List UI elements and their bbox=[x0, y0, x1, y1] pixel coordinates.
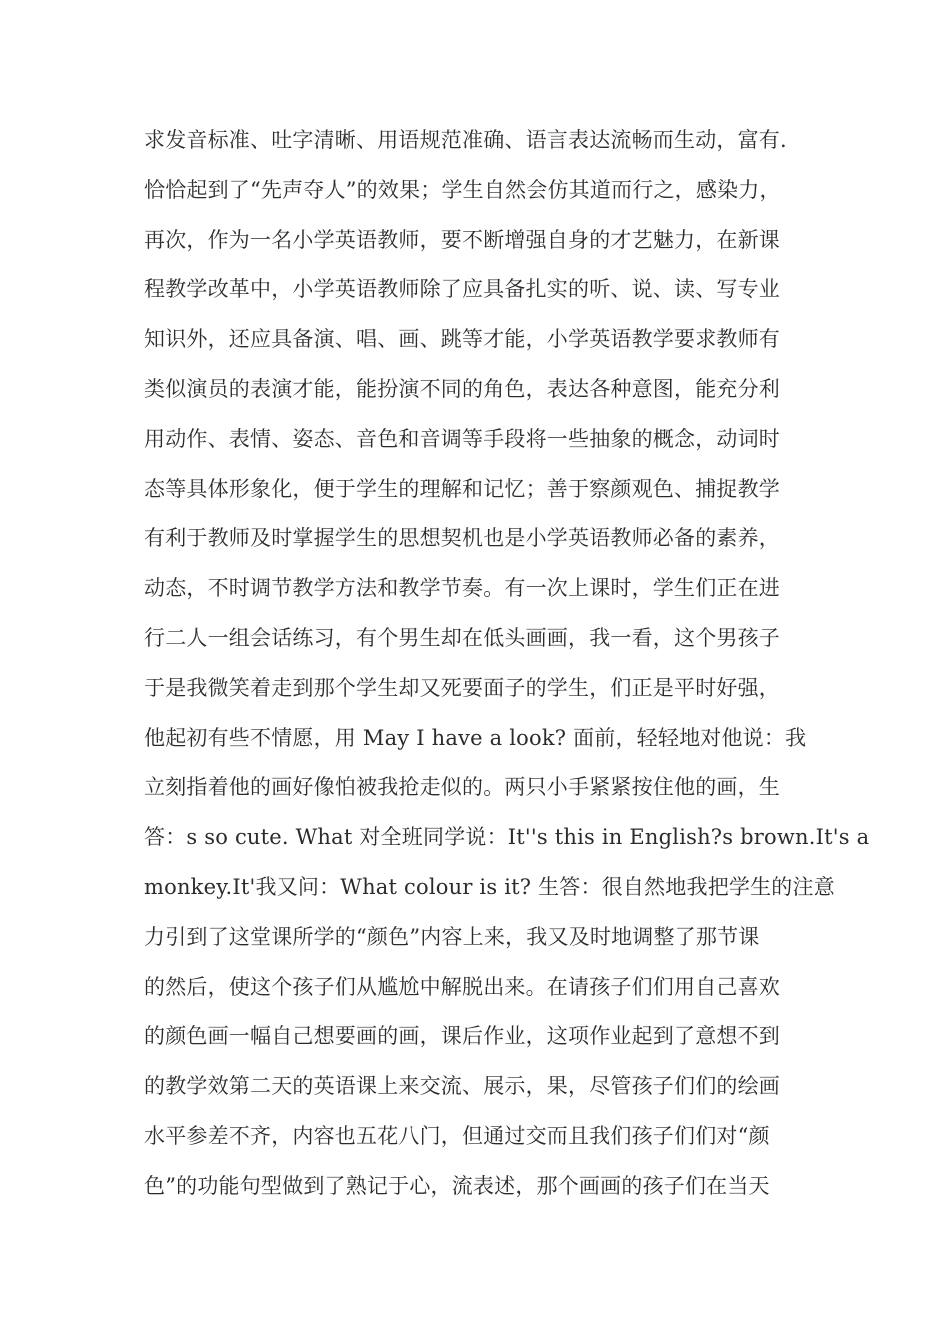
text-line-2: 恰恰起到了“先声夺人”的效果；学生自然会仿其道而行之，感染力， bbox=[144, 177, 781, 202]
text-line-6: 类似演员的表演才能，能扮演不同的角色，表达各种意图，能充分利 bbox=[144, 376, 780, 401]
text-line-14: 立刻指着他的画好像怕被我抢走似的。两只小手紧紧按住他的画，生 bbox=[144, 775, 780, 800]
text-line-3: 再次，作为一名小学英语教师，要不断增强自身的才艺魅力，在新课 bbox=[144, 227, 780, 252]
text-line-11: 行二人一组会话练习，有个男生却在低头画画，我一看，这个男孩子 bbox=[144, 625, 780, 650]
text-line-17: 力引到了这堂课所学的“颜色”内容上来，我又及时地调整了那节课 bbox=[144, 924, 760, 949]
text-line-12: 于是我微笑着走到那个学生却又死要面子的学生，们正是平时好强， bbox=[144, 675, 780, 700]
text-line-7: 用动作、表情、姿态、音色和音调等手段将一些抽象的概念，动词时 bbox=[144, 426, 780, 451]
text-line-15: 答：s so cute. What 对全班同学说：It''s this in English?s brown.It's a bbox=[144, 825, 870, 850]
text-line-21: 水平参差不齐，内容也五花八门，但通过交而且我们孩子们们对“颜 bbox=[144, 1123, 770, 1148]
text-line-8: 态等具体形象化，便于学生的理解和记忆；善于察颜观色、捕捉教学 bbox=[144, 476, 780, 501]
text-line-13: 他起初有些不情愿，用 May I have a look? 面前，轻轻地对他说：我 bbox=[144, 725, 807, 750]
text-line-16: monkey.It'我又问：What colour is it? 生答：很自然地我把学生的注意 bbox=[144, 874, 835, 899]
text-line-10: 动态，不时调节教学方法和教学节奏。有一次上课时，学生们正在进 bbox=[144, 576, 780, 601]
text-line-20: 的教学效第二天的英语课上来交流、展示，果，尽管孩子们们的绘画 bbox=[144, 1074, 780, 1099]
body-text bbox=[144, 116, 870, 1212]
text-line-9: 有利于教师及时掌握学生的思想契机也是小学英语教师必备的素养， bbox=[144, 526, 780, 551]
text-line-18: 的然后，使这个孩子们从尴尬中解脱出来。在请孩子们们用自己喜欢 bbox=[144, 974, 780, 999]
text-line-19: 的颜色画一幅自己想要画的画，课后作业，这项作业起到了意想不到 bbox=[144, 1024, 780, 1049]
text-line-5: 知识外，还应具备演、唱、画、跳等才能，小学英语教学要求教师有 bbox=[144, 327, 780, 352]
text-line-4: 程教学改革中，小学英语教师除了应具备扎实的听、说、读、写专业 bbox=[144, 277, 780, 302]
text-line-22: 色”的功能句型做到了熟记于心，流表述，那个画画的孩子们在当天 bbox=[144, 1173, 770, 1198]
text-line-1: 求发音标准、吐字清晰、用语规范准确、语言表达流畅而生动，富有. bbox=[144, 128, 787, 152]
